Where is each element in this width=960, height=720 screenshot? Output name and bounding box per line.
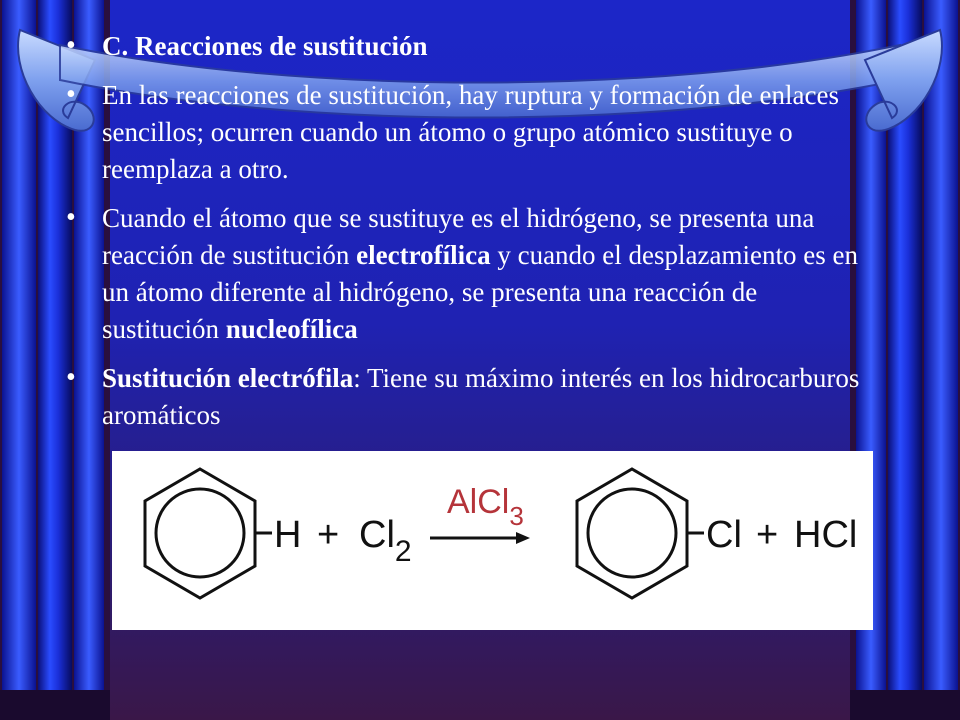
bullet-types <box>62 200 862 348</box>
bullet-electrophilic <box>62 360 862 434</box>
bullet-definition <box>62 77 862 188</box>
chlorine-symbol: Cl <box>359 514 395 556</box>
electrophilic-description: : Tiene su máximo interés en los hidrocarburos aromáticos <box>102 363 860 430</box>
electrophilic-term: electrofílica <box>356 240 491 270</box>
slide-content <box>62 28 862 446</box>
catalyst-label <box>447 483 524 531</box>
bullet-dot: • <box>66 79 76 110</box>
chlorine-subscript: 2 <box>394 535 412 568</box>
section-heading: C. Reacciones de sustitución <box>102 31 428 61</box>
electrophilic-text <box>102 360 862 434</box>
reactant-h: H <box>274 514 302 556</box>
chlorine-reagent <box>359 514 412 568</box>
hcl-byproduct: HCl <box>794 514 858 556</box>
plus-sign-2: + <box>756 514 779 556</box>
product-cl: Cl <box>706 514 742 556</box>
nucleophilic-term: nucleofílica <box>225 314 358 344</box>
catalyst-subscript: 3 <box>509 501 524 531</box>
reaction-arrow-head <box>516 532 530 544</box>
bullet-dot: • <box>66 362 76 393</box>
types-text-part2: y cuando el desplazamiento es en un átomo diferente al hidrógeno, se presenta una reacción de sustitución <box>102 240 858 344</box>
definition-text: En las reacciones de sustitución, hay ruptura y formación de enlaces sencillos; ocurren cuando un átomo o grupo atómico sustituye o reemplaza a otro. <box>102 80 839 184</box>
bullet-heading <box>62 28 862 65</box>
catalyst-symbol: AlCl <box>447 483 510 521</box>
reaction-image <box>112 451 873 630</box>
types-text <box>102 200 862 348</box>
benzene-ring-product <box>577 469 687 598</box>
types-text-part1: Cuando el átomo que se sustituye es el hidrógeno, se presenta una reacción de sustitución <box>102 203 815 270</box>
benzene-ring-reactant <box>145 469 255 598</box>
reaction-scheme <box>112 451 873 630</box>
bullet-dot: • <box>66 202 76 233</box>
electrophilic-heading: Sustitución electrófila <box>102 363 354 393</box>
plus-sign-1: + <box>317 514 340 556</box>
bullet-dot: • <box>66 30 76 61</box>
